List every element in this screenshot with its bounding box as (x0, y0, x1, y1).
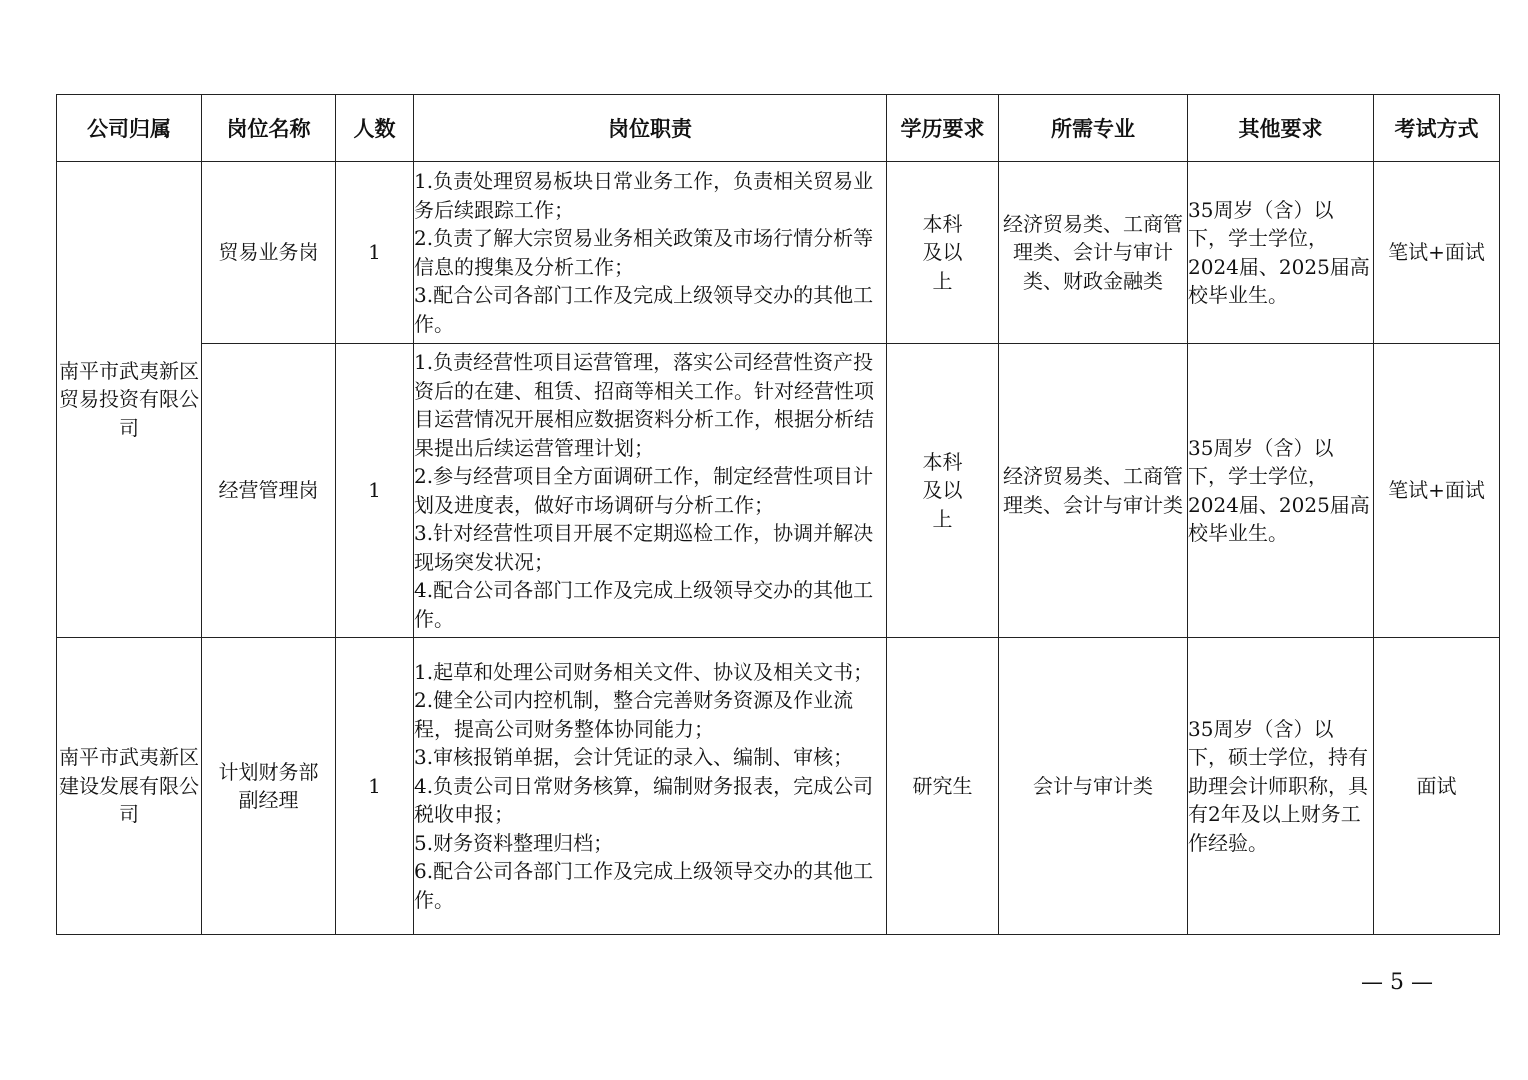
exam-cell: 笔试+面试 (1374, 162, 1500, 344)
count-cell: 1 (336, 162, 414, 344)
page-number: — 5 — (1361, 970, 1433, 995)
table-row (57, 162, 1500, 344)
count-cell: 1 (336, 638, 414, 935)
education-cell: 本科及以上 (887, 344, 999, 638)
duty-item: 3.审核报销单据，会计凭证的录入、编制、审核； (414, 745, 854, 770)
duty-item: 6.配合公司各部门工作及完成上级领导交办的其他工作。 (414, 859, 874, 912)
duty-item: 1.起草和处理公司财务相关文件、协议及相关文书； (414, 659, 874, 684)
duty-item: 5.财务资料整理归档； (414, 830, 614, 855)
company-cell: 南平市武夷新区贸易投资有限公司 (57, 162, 202, 638)
duties-cell (414, 344, 887, 638)
duty-item: 2.负责了解大宗贸易业务相关政策及市场行情分析等信息的搜集及分析工作； (414, 226, 874, 279)
header-duties: 岗位职责 (414, 95, 887, 162)
header-other: 其他要求 (1188, 95, 1374, 162)
other-requirements-cell: 35周岁（含）以下，学士学位，2024届、2025届高校毕业生。 (1188, 344, 1374, 638)
duty-item: 1.负责处理贸易板块日常业务工作，负责相关贸易业务后续跟踪工作； (414, 169, 874, 222)
major-cell: 会计与审计类 (999, 638, 1188, 935)
company-cell: 南平市武夷新区建设发展有限公司 (57, 638, 202, 935)
header-row (57, 95, 1500, 162)
other-requirements-cell: 35周岁（含）以下，学士学位，2024届、2025届高校毕业生。 (1188, 162, 1374, 344)
exam-cell: 笔试+面试 (1374, 344, 1500, 638)
header-company: 公司归属 (57, 95, 202, 162)
table-row (57, 344, 1500, 638)
table-row (57, 638, 1500, 935)
education-cell: 研究生 (887, 638, 999, 935)
duty-item: 2.参与经营项目全方面调研工作，制定经营性项目计划及进度表，做好市场调研与分析工作； (414, 464, 874, 517)
header-major: 所需专业 (999, 95, 1188, 162)
duty-item: 2.健全公司内控机制，整合完善财务资源及作业流程，提高公司财务整体协同能力； (414, 688, 854, 741)
duty-item: 3.配合公司各部门工作及完成上级领导交办的其他工作。 (414, 283, 874, 336)
education-cell: 本科及以上 (887, 162, 999, 344)
duty-item: 4.配合公司各部门工作及完成上级领导交办的其他工作。 (414, 578, 874, 631)
count-cell: 1 (336, 344, 414, 638)
duties-cell (414, 638, 887, 935)
header-position: 岗位名称 (202, 95, 336, 162)
position-cell: 经营管理岗 (202, 344, 336, 638)
duty-item: 4.负责公司日常财务核算，编制财务报表，完成公司税收申报； (414, 773, 874, 827)
exam-cell: 面试 (1374, 638, 1500, 935)
recruitment-table (56, 94, 1500, 935)
other-requirements-cell: 35周岁（含）以下，硕士学位，持有助理会计师职称，具有2年及以上财务工作经验。 (1188, 638, 1374, 935)
position-cell: 计划财务部副经理 (202, 638, 336, 935)
duty-item: 3.针对经营性项目开展不定期巡检工作，协调并解决现场突发状况； (414, 521, 874, 574)
major-cell: 经济贸易类、工商管理类、会计与审计类、财政金融类 (999, 162, 1188, 344)
header-exam: 考试方式 (1374, 95, 1500, 162)
position-cell: 贸易业务岗 (202, 162, 336, 344)
duties-cell (414, 162, 887, 344)
header-count: 人数 (336, 95, 414, 162)
duty-item: 1.负责经营性项目运营管理，落实公司经营性资产投资后的在建、租赁、招商等相关工作。针对经营性项目运营情况开展相应数据资料分析工作，根据分析结果提出后续运营管理计划； (414, 350, 874, 460)
major-cell: 经济贸易类、工商管理类、会计与审计类 (999, 344, 1188, 638)
header-education: 学历要求 (887, 95, 999, 162)
